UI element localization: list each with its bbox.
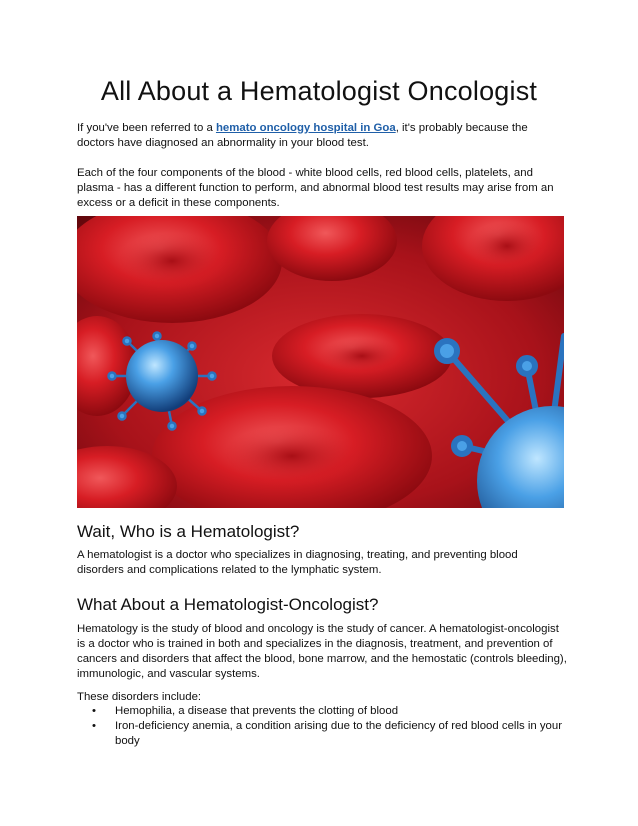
section-body-hematologist: A hematologist is a doctor who specializes in diagnosing, treating, and preventing blood disorders and complications related to the lymphatic system. (77, 549, 518, 576)
section-body-hematologist-oncologist: Hematology is the study of blood and oncology is the study of cancer. A hematologist-oncologist is a doctor who is trained in both and specializes in the diagnosis, treatment, and prevention of cancers and disorders that affect the blood, bone marrow, and the hemostatic (controls bleeding), immunologic, and vascular systems. (77, 623, 567, 680)
blood-cells-illustration (77, 216, 564, 508)
blood-cells-image (77, 216, 564, 508)
section-heading-hematologist-oncologist: What About a Hematologist-Oncologist? (77, 595, 379, 614)
list-item-text: Hemophilia, a disease that prevents the clotting of blood (115, 705, 399, 717)
components-paragraph: Each of the four components of the blood - white blood cells, red blood cells, platelets, and plasma - has a different function to perform, and abnormal blood test results may arise from an excess or a deficit in these components. (77, 167, 554, 209)
page-title: All About a Hematologist Oncologist (100, 76, 538, 106)
intro-text-start: If you've been referred to a (77, 122, 216, 134)
bullet-icon: • (92, 720, 96, 732)
list-item-text: Iron-deficiency anemia, a condition arising due to the deficiency of red blood cells in your body (115, 720, 563, 747)
intro-paragraph (77, 121, 567, 151)
disorders-list (77, 704, 567, 749)
bullet-icon: • (92, 705, 96, 717)
disorders-intro: These disorders include: (77, 691, 202, 703)
hospital-link[interactable]: hemato oncology hospital in Goa (215, 122, 396, 134)
list-item (77, 704, 567, 719)
intro-text-end: , it's probably because the doctors have diagnosed an abnormality in your blood test. (77, 122, 528, 149)
list-item (77, 719, 567, 749)
section-heading-hematologist: Wait, Who is a Hematologist? (77, 522, 300, 541)
